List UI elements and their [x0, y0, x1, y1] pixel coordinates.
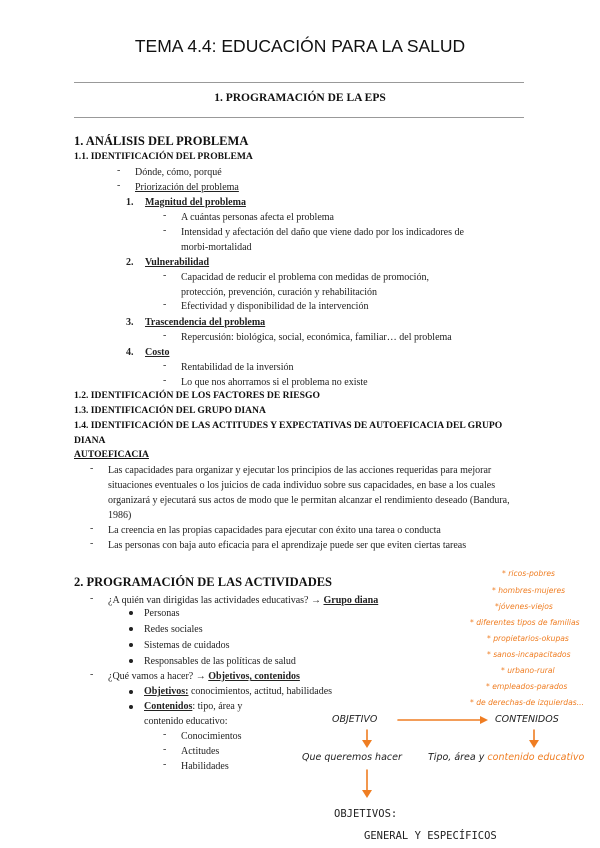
diagram-contenido-educativo: contenido educativo — [487, 752, 585, 763]
list-item: Intensidad y afectación del daño que viene dado por los indicadores de — [181, 227, 464, 238]
note-item: *jóvenes-viejos — [495, 602, 553, 611]
objetivos-contenidos-label: Objetivos, contenidos — [208, 671, 300, 682]
diagram-tipo-text: Tipo, área y — [428, 752, 485, 763]
diagram-contenidos: CONTENIDOS — [495, 714, 559, 725]
dash-bullet: - — [90, 593, 94, 604]
arrowhead — [362, 790, 372, 798]
contenidos-text: : tipo, área y — [192, 701, 243, 712]
objetivos-text: conocimientos, actitud, habilidades — [190, 686, 333, 697]
heading-1-3: 1.3. IDENTIFICACIÓN DEL GRUPO DIANA — [74, 405, 266, 416]
list-item: Conocimientos — [181, 731, 242, 742]
heading-1-1: 1.1. IDENTIFICACIÓN DEL PROBLEMA — [74, 151, 253, 162]
question-text: ¿A quién van dirigidas las actividades educativas? → — [108, 595, 321, 606]
dash-bullet: - — [117, 165, 121, 176]
dash-bullet: - — [163, 210, 167, 221]
contenidos-label: Contenidos — [144, 701, 193, 712]
list-item: Habilidades — [181, 761, 229, 772]
diagram-objetivo: OBJETIVO — [332, 714, 378, 725]
item-number: 1. — [126, 197, 134, 208]
heading-1-4: 1.4. IDENTIFICACIÓN DE LAS ACTITUDES Y EXPECTATIVAS DE AUTOEFICACIA DEL GRUPO — [74, 420, 503, 431]
list-item: Lo que nos ahorramos si el problema no existe — [181, 377, 368, 388]
autoeficacia-definition: Las capacidades para organizar y ejecutar los principios de las acciones requeridas para mejorar situaciones eventuales o los juicios de cada individuo sobre sus capacidades, en base a los cuales organizará y ejecutará sus actos de modo que le permitan alcanzar el rendimiento deseado (Bandura, 1986) — [108, 465, 510, 521]
diagram-general-especificos: GENERAL Y ESPECÍFICOS — [364, 830, 497, 842]
list-item-continuation: morbi-mortalidad — [181, 242, 252, 253]
item-heading-trascendencia: Trascendencia del problema — [145, 317, 266, 328]
dash-bullet: - — [163, 375, 167, 386]
list-item: La creencia en las propias capacidades para ejecutar con éxito una tarea o conducta — [108, 525, 441, 536]
arrowhead — [480, 716, 488, 724]
list-item: Efectividad y disponibilidad de la intervención — [181, 301, 369, 312]
list-item: Responsables de las políticas de salud — [144, 656, 296, 667]
item-number: 4. — [126, 347, 134, 358]
question-text: ¿Qué vamos a hacer? → — [108, 671, 206, 682]
list-item: Priorización del problema — [135, 182, 239, 193]
list-item: Sistemas de cuidados — [144, 640, 230, 651]
dash-bullet: - — [163, 744, 167, 755]
list-item: Actitudes — [181, 746, 220, 757]
dash-bullet: - — [90, 669, 94, 680]
dash-bullet: - — [90, 538, 94, 549]
list-item: A cuántas personas afecta el problema — [181, 212, 334, 223]
note-item: * sanos-incapacitados — [487, 650, 571, 659]
section-subtitle: 1. PROGRAMACIÓN DE LA EPS — [214, 92, 386, 104]
heading-1-4-continuation: DIANA — [74, 435, 106, 446]
heading-1-2: 1.2. IDENTIFICACIÓN DE LOS FACTORES DE RIESGO — [74, 390, 320, 401]
dash-bullet: - — [163, 225, 167, 236]
section-1-heading: 1. ANÁLISIS DEL PROBLEMA — [74, 134, 249, 148]
item-heading-costo: Costo — [145, 347, 170, 358]
note-item: * propietarios-okupas — [487, 634, 569, 643]
list-item: Las personas con baja auto eficacia para el aprendizaje puede ser que eviten ciertas tareas — [108, 540, 467, 551]
list-item: Dónde, cómo, porqué — [135, 167, 222, 178]
note-item: * ricos-pobres — [502, 569, 555, 578]
dash-bullet: - — [117, 180, 121, 191]
grupo-diana-label: Grupo diana — [323, 595, 379, 606]
list-item: Rentabilidad de la inversión — [181, 362, 294, 373]
dash-bullet: - — [163, 360, 167, 371]
list-item: Repercusión: biológica, social, económica, familiar… del problema — [181, 332, 452, 343]
note-item: * diferentes tipos de familias — [470, 618, 580, 627]
autoeficacia-heading: AUTOEFICACIA — [74, 449, 149, 460]
diagram-que-queremos: Que queremos hacer — [302, 752, 402, 763]
diagram-tipo — [428, 752, 584, 763]
arrowhead — [529, 740, 539, 748]
dash-bullet: - — [90, 523, 94, 534]
item-heading-magnitud: Magnitud del problema — [145, 197, 246, 208]
section-2-heading: 2. PROGRAMACIÓN DE LAS ACTIVIDADES — [74, 575, 333, 589]
dash-bullet: - — [163, 330, 167, 341]
note-item: * hombres-mujeres — [492, 586, 566, 595]
arrowhead — [362, 740, 372, 748]
dash-bullet: - — [163, 299, 167, 310]
dash-bullet: - — [163, 270, 167, 281]
list-item: Personas — [144, 608, 180, 619]
objetivos-label: Objetivos: — [144, 686, 189, 697]
dash-bullet: - — [163, 759, 167, 770]
list-item: Capacidad de reducir el problema con medidas de promoción, — [181, 272, 429, 283]
dash-bullet: - — [90, 463, 94, 474]
list-item: Redes sociales — [144, 624, 203, 635]
diagram-objetivos: OBJETIVOS: — [334, 808, 398, 820]
list-item-continuation: contenido educativo: — [144, 716, 228, 727]
item-number: 3. — [126, 317, 134, 328]
page-title: TEMA 4.4: EDUCACIÓN PARA LA SALUD — [134, 36, 466, 56]
note-item: * empleados-parados — [486, 682, 568, 691]
note-item: * urbano-rural — [501, 666, 555, 675]
list-item-continuation: protección, prevención, curación y rehabilitación — [181, 287, 378, 298]
item-heading-vulnerabilidad: Vulnerabilidad — [145, 257, 210, 268]
dash-bullet: - — [163, 729, 167, 740]
note-item: * de derechas-de izquierdas... — [470, 698, 584, 707]
item-number: 2. — [126, 257, 134, 268]
